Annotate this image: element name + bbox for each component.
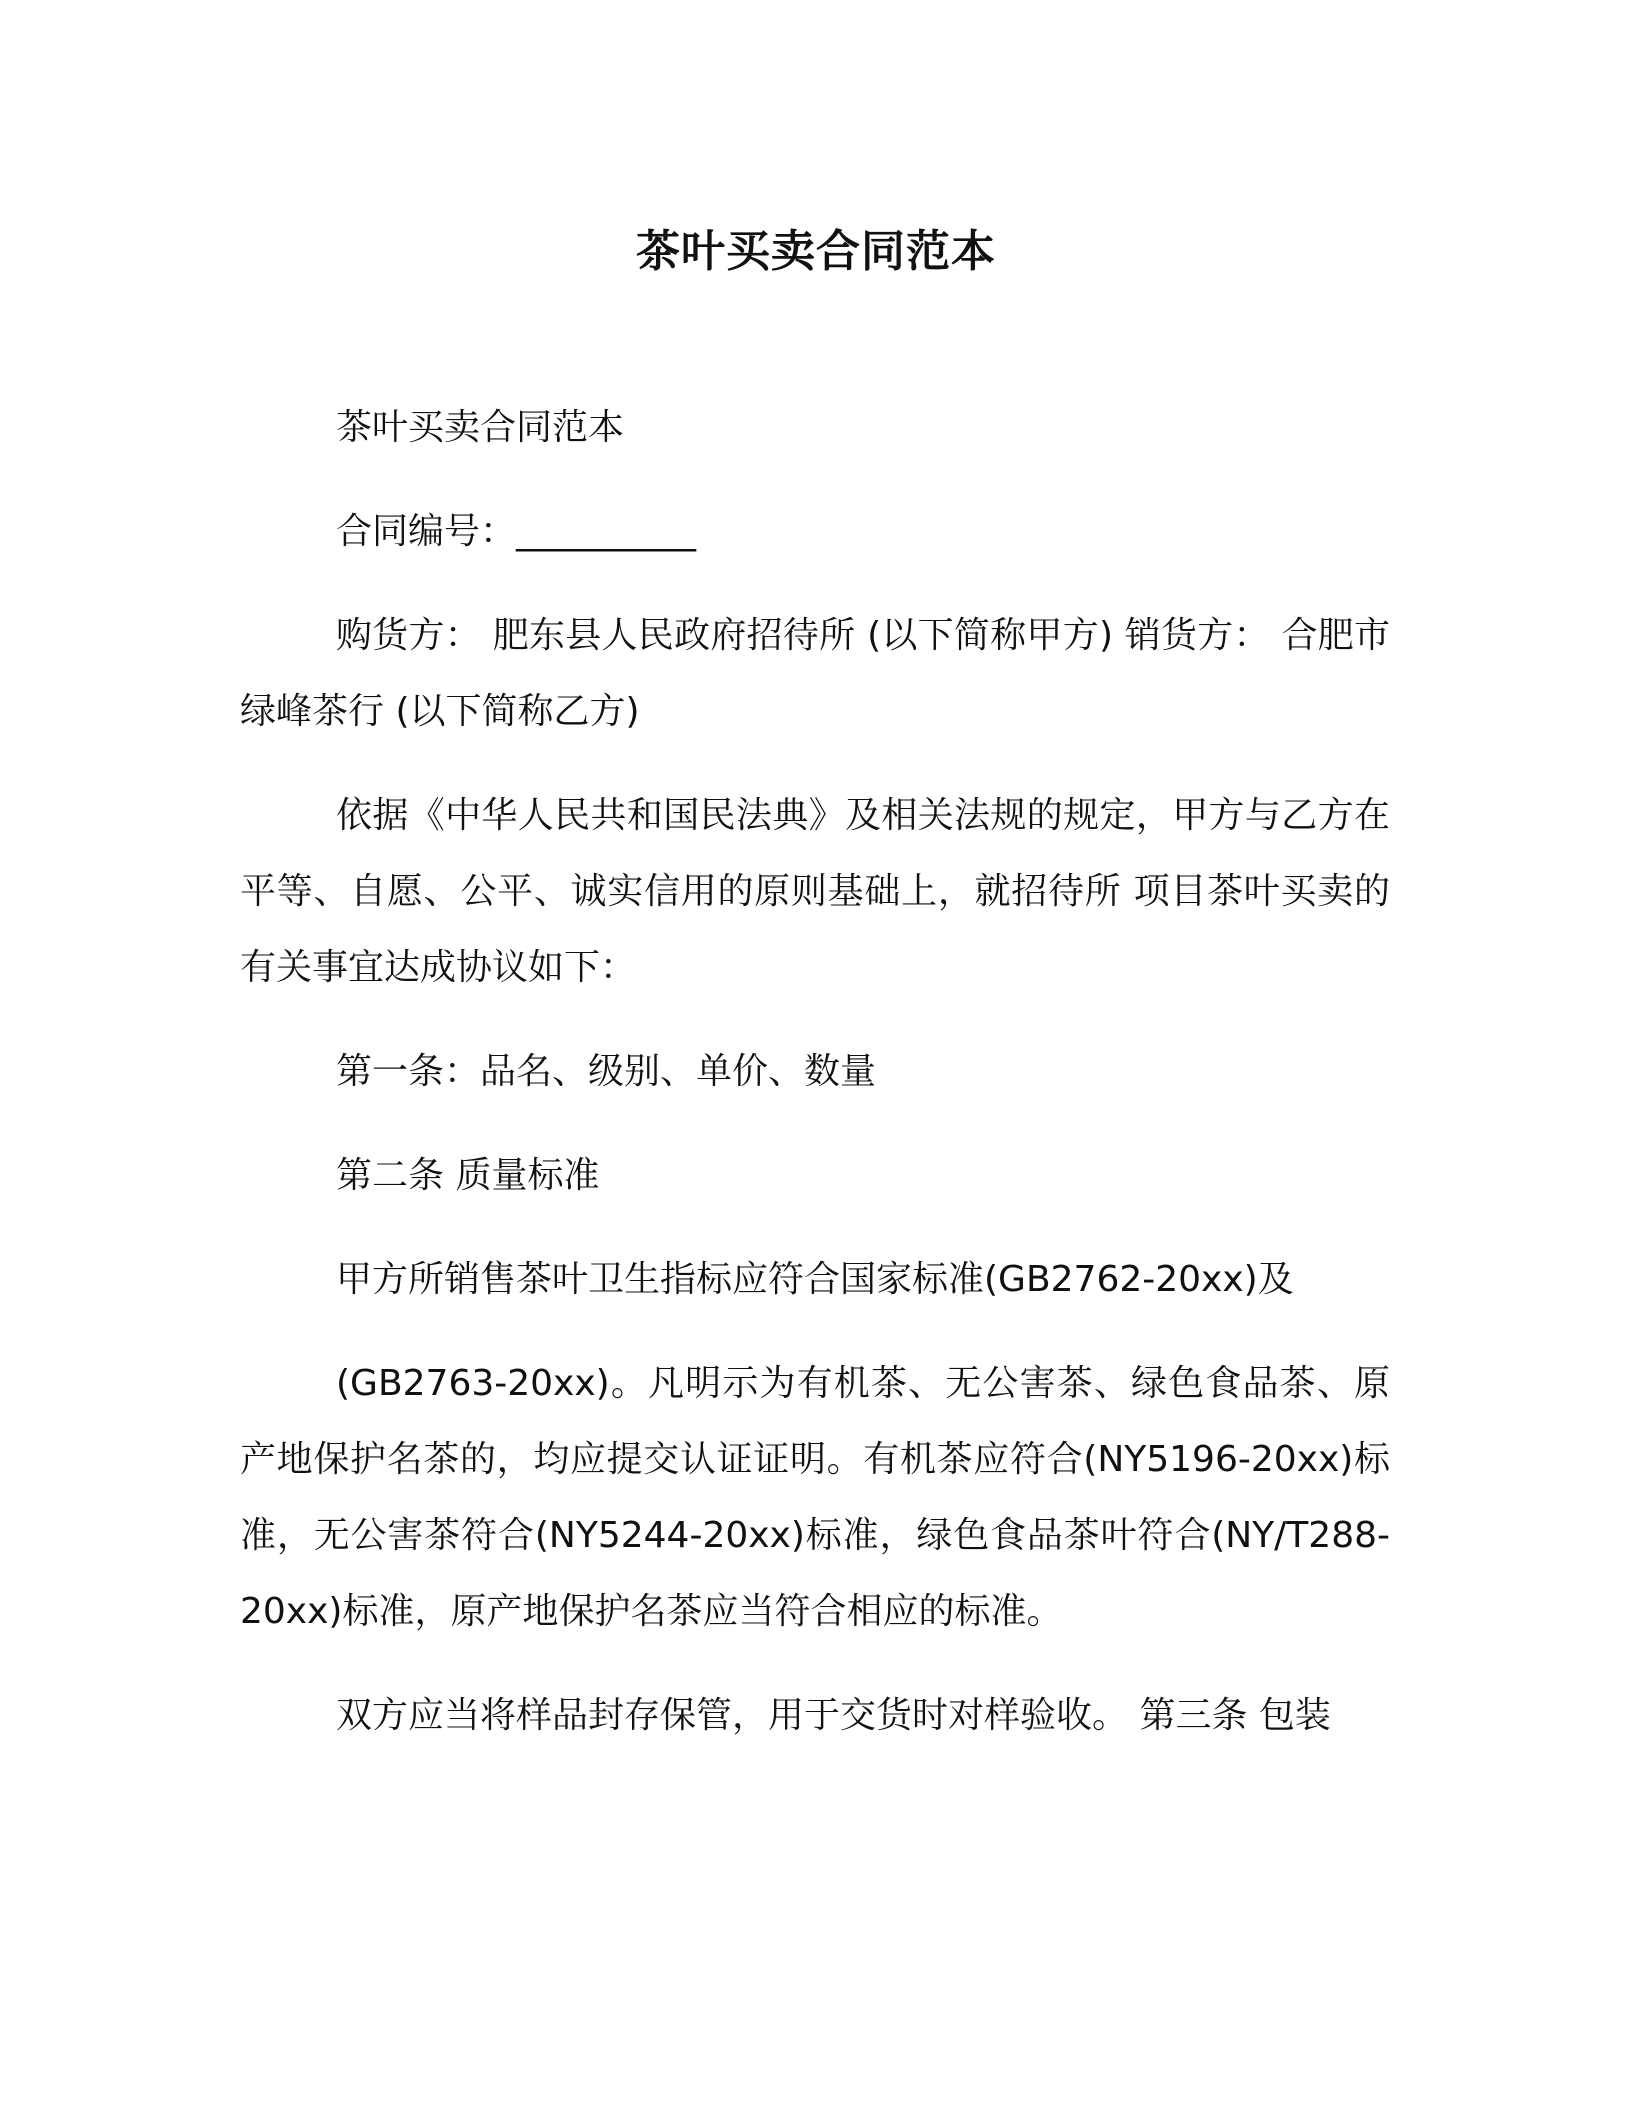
document-body	[240, 390, 1390, 1782]
paragraph-subtitle: 茶叶买卖合同范本	[336, 407, 625, 448]
paragraph-hygiene-standard: 甲方所销售茶叶卫生指标应符合国家标准(GB2762-20xx)及	[336, 1259, 1294, 1300]
paragraph-parties: 购货方： 肥东县人民政府招待所 (以下简称甲方) 销货方： 合肥市绿峰茶行 (以下简称乙方)	[240, 615, 1390, 732]
document-title: 茶叶买卖合同范本	[636, 226, 996, 277]
paragraph-standards-detail: (GB2763-20xx)。凡明示为有机茶、无公害茶、绿色食品茶、原产地保护名茶的，均应提交认证证明。有机茶应符合(NY5196-20xx)标准，无公害茶符合(NY5244-20xx)标准，绿色食品茶叶符合(NY/T288-20xx)标准，原产地保护名茶应当符合相应的标准。	[240, 1363, 1390, 1632]
paragraph-basis: 依据《中华人民共和国民法典》及相关法规的规定，甲方与乙方在平等、自愿、公平、诚实信用的原则基础上，就招待所 项目茶叶买卖的有关事宜达成协议如下：	[240, 795, 1390, 988]
paragraph-samples-article-3: 双方应当将样品封存保管，用于交货时对样验收。 第三条 包装	[336, 1695, 1331, 1736]
paragraph-article-2: 第二条 质量标准	[336, 1155, 600, 1196]
paragraph-article-1: 第一条：品名、级别、单价、数量	[336, 1051, 877, 1092]
paragraph-contract-number: 合同编号：__________	[336, 511, 697, 552]
